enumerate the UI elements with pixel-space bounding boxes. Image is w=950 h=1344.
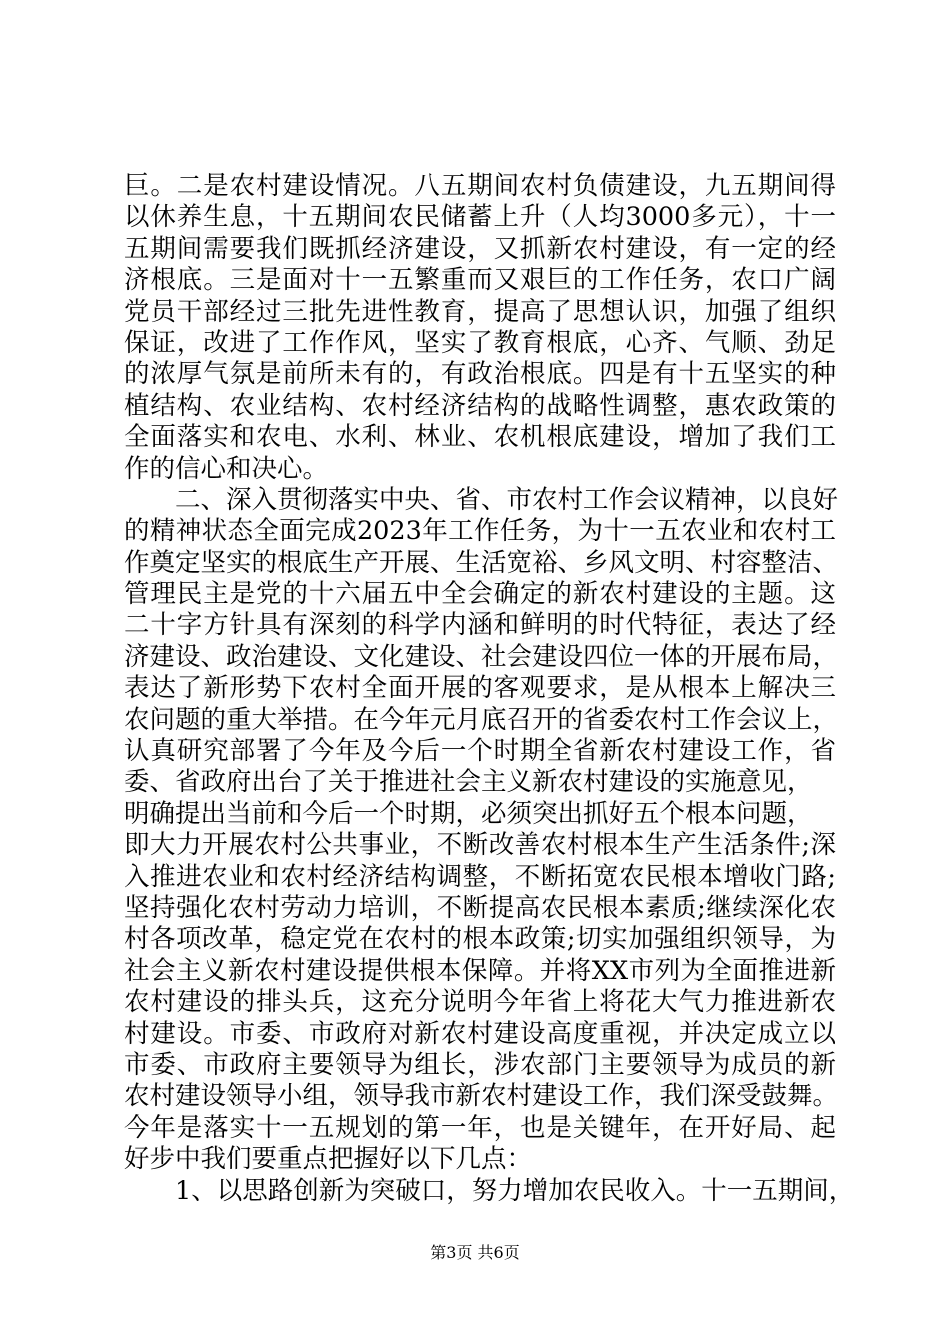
text-line: 委、省政府出台了关于推进社会主义新农村建设的实施意见， [124,767,813,798]
page-number-footer: 第3页 共6页 [430,1243,520,1262]
body-text [124,171,855,1207]
text-line: 社会主义新农村建设提供根本保障。并将XX市列为全面推进新 [124,955,836,986]
text-line: 即大力开展农村公共事业，不断改善农村根本生产生活条件;深 [124,830,836,861]
text-line: 植结构、农业结构、农村经济结构的战略性调整，惠农政策的 [124,390,836,421]
text-line: 1、以思路创新为突破口，努力增加农民收入。十一五期间， [124,1175,855,1206]
text-line: 表达了新形势下农村全面开展的客观要求，是从根本上解决三 [124,673,836,704]
text-line: 入推进农业和农村经济结构调整，不断拓宽农民根本增收门路; [124,861,836,892]
text-line: 明确提出当前和今后一个时期，必须突出抓好五个根本问题， [124,798,813,829]
text-line: 济根底。三是面对十一五繁重而又艰巨的工作任务，农口广阔 [124,265,836,296]
text-line: 作奠定坚实的根底生产开展、生活宽裕、乡风文明、村容整洁、 [124,547,839,578]
text-line: 党员干部经过三批先进性教育，提高了思想认识，加强了组织 [124,296,836,327]
text-line: 以休养生息，十五期间农民储蓄上升（人均3000多元），十一 [124,202,836,233]
text-line: 农村建设领导小组，领导我市新农村建设工作，我们深受鼓舞。 [124,1081,839,1112]
text-line: 二十字方针具有深刻的科学内涵和鲜明的时代特征，表达了经 [124,610,836,641]
text-line: 的精神状态全面完成2023年工作任务，为十一五农业和农村工 [124,516,836,547]
text-line: 五期间需要我们既抓经济建设，又抓新农村建设，有一定的经 [124,233,836,264]
text-line: 市委、市政府主要领导为组长，涉农部门主要领导为成员的新 [124,1049,836,1080]
text-line: 的浓厚气氛是前所未有的，有政治根底。四是有十五坚实的种 [124,359,836,390]
text-line: 今年是落实十一五规划的第一年，也是关键年，在开好局、起 [124,1112,836,1143]
text-line: 村各项改革，稳定党在农村的根本政策;切实加强组织领导，为 [124,924,836,955]
text-line: 作的信心和决心。 [124,453,329,484]
text-line: 济建设、政治建设、文化建设、社会建设四位一体的开展布局， [124,641,839,672]
text-line: 好步中我们要重点把握好以下几点： [124,1144,533,1175]
text-line: 农村建设的排头兵，这充分说明今年省上将花大气力推进新农 [124,987,836,1018]
text-line: 村建设。市委、市政府对新农村建设高度重视，并决定成立以 [124,1018,836,1049]
text-line: 坚持强化农村劳动力培训，不断提高农民根本素质;继续深化农 [124,892,836,923]
text-line: 二、深入贯彻落实中央、省、市农村工作会议精神，以良好 [124,484,839,515]
text-line: 全面落实和农电、水利、林业、农机根底建设，增加了我们工 [124,422,836,453]
text-line: 巨。二是农村建设情况。八五期间农村负债建设，九五期间得 [124,171,836,201]
text-line: 认真研究部署了今年及今后一个时期全省新农村建设工作，省 [124,736,836,767]
text-line: 保证，改进了工作作风，坚实了教育根底，心齐、气顺、劲足 [124,327,836,358]
text-line: 农问题的重大举措。在今年元月底召开的省委农村工作会议上， [124,704,839,735]
text-line: 管理民主是党的十六届五中全会确定的新农村建设的主题。这 [124,579,836,610]
